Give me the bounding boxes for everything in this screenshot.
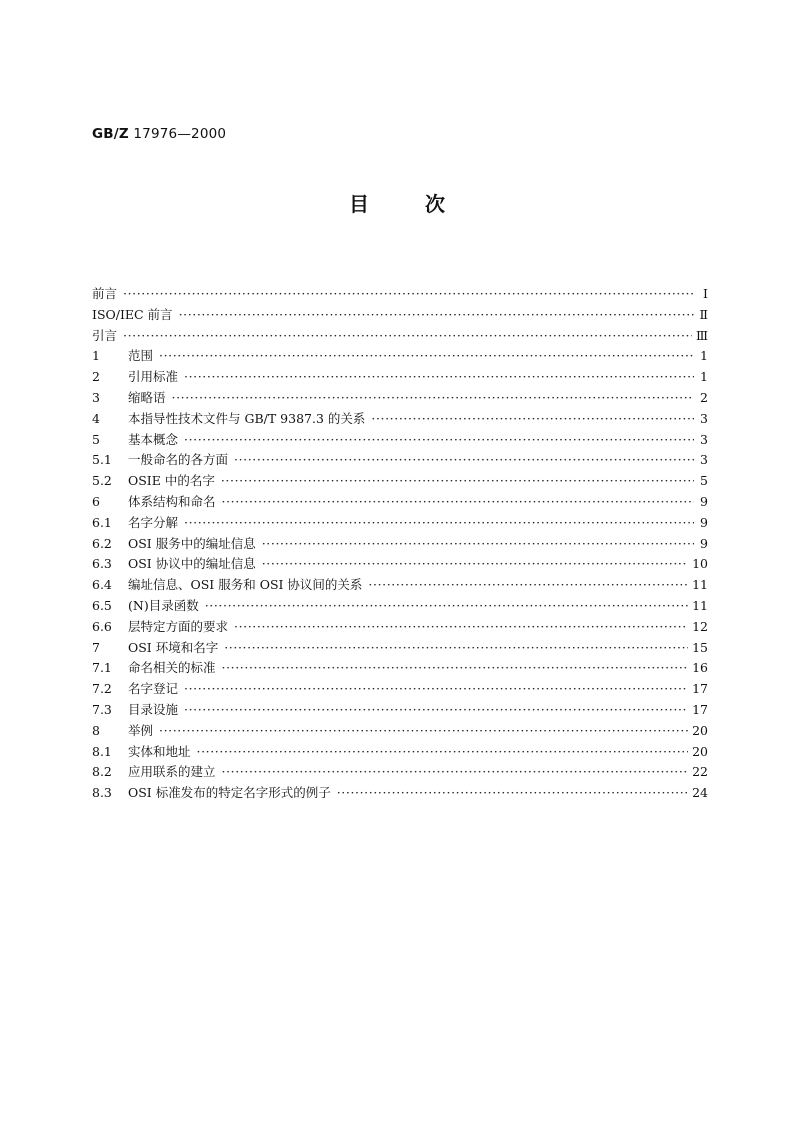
toc-entry-number: 6.4	[92, 577, 112, 593]
toc-leader-dots	[172, 388, 694, 409]
toc-entry[interactable]	[92, 700, 708, 721]
toc-leader-dots	[222, 658, 689, 679]
toc-entry[interactable]	[92, 721, 708, 742]
toc-entry-number: 2	[92, 369, 100, 385]
toc-entry-page: 16	[692, 660, 708, 676]
toc-leader-dots	[222, 762, 689, 783]
toc-entry-page: 1	[700, 369, 708, 385]
toc-entry[interactable]	[92, 596, 708, 617]
toc-entry-page: 3	[700, 410, 708, 426]
toc-entry-label: 举例	[128, 722, 154, 738]
toc-entry-label: 应用联系的建立	[128, 764, 216, 780]
toc-leader-dots	[234, 617, 688, 638]
toc-leader-dots	[234, 450, 694, 471]
toc-leader-dots	[221, 471, 694, 492]
toc-entry-label: OSI 协议中的编址信息	[128, 556, 256, 572]
toc-entry[interactable]	[92, 284, 708, 305]
toc-leader-dots	[179, 305, 694, 326]
toc-leader-dots	[159, 346, 694, 367]
toc-entry-label: 实体和地址	[128, 743, 191, 759]
toc-leader-dots	[371, 409, 694, 430]
toc-entry-label: 名字登记	[128, 681, 179, 697]
toc-entry-page: 17	[692, 701, 708, 717]
toc-entry-page: 5	[700, 473, 708, 489]
toc-entry-number: 3	[92, 389, 100, 405]
toc-entry-label: 引言	[92, 327, 118, 343]
toc-entry[interactable]	[92, 658, 708, 679]
toc-entry-number: 8.1	[92, 743, 112, 759]
toc-entry-page: 3	[700, 431, 708, 447]
toc-entry-page: 11	[692, 577, 708, 593]
toc-entry[interactable]	[92, 638, 708, 659]
toc-entry-number: 6.2	[92, 535, 112, 551]
toc-entry-number: 8	[92, 722, 100, 738]
toc-entry[interactable]	[92, 679, 708, 700]
toc-leader-dots	[184, 679, 688, 700]
toc-entry-number: 7.3	[92, 701, 112, 717]
toc-entry[interactable]	[92, 554, 708, 575]
toc-leader-dots	[184, 700, 688, 721]
toc-leader-dots	[184, 367, 694, 388]
toc-entry[interactable]	[92, 450, 708, 471]
toc-entry-page: 22	[692, 764, 708, 780]
toc-leader-dots	[123, 326, 692, 347]
toc-leader-dots	[222, 492, 694, 513]
toc-entry-number: 5	[92, 431, 100, 447]
toc-leader-dots	[123, 284, 694, 305]
toc-entry[interactable]	[92, 346, 708, 367]
toc-entry-number: 6.6	[92, 618, 112, 634]
toc-entry-page: 9	[700, 493, 708, 509]
toc-entry-number: 5.2	[92, 473, 112, 489]
toc-entry[interactable]	[92, 326, 708, 347]
toc-entry[interactable]	[92, 305, 708, 326]
document-header	[92, 126, 226, 142]
toc-entry[interactable]	[92, 783, 708, 804]
toc-entry-number: 6.1	[92, 514, 112, 530]
toc-entry[interactable]	[92, 409, 708, 430]
toc-leader-dots	[197, 742, 689, 763]
standard-code: GB/Z	[92, 126, 129, 142]
toc-entry-label: OSIE 中的名字	[128, 473, 215, 489]
toc-entry-label: OSI 环境和名字	[128, 639, 219, 655]
toc-entry-page: 11	[692, 597, 708, 613]
toc-entry-label: 命名相关的标准	[128, 660, 216, 676]
toc-entry-label: 编址信息、OSI 服务和 OSI 协议间的关系	[128, 577, 363, 593]
toc-entry-page: 10	[692, 556, 708, 572]
toc-entry-number: 5.1	[92, 452, 112, 468]
toc-entry-label: 体系结构和命名	[128, 493, 216, 509]
toc-entry[interactable]	[92, 742, 708, 763]
toc-entry[interactable]	[92, 367, 708, 388]
toc-leader-dots	[368, 575, 688, 596]
toc-entry-label: ISO/IEC 前言	[92, 306, 173, 322]
toc-entry[interactable]	[92, 492, 708, 513]
toc-leader-dots	[262, 554, 688, 575]
toc-leader-dots	[159, 721, 688, 742]
toc-leader-dots	[224, 638, 688, 659]
toc-entry-number: 8.2	[92, 764, 112, 780]
toc-entry-label: 前言	[92, 286, 118, 301]
toc-leader-dots	[262, 534, 694, 555]
toc-entry-number: 6.3	[92, 556, 112, 572]
toc-entry-page: 15	[692, 639, 708, 655]
page-title: 目次	[349, 192, 501, 216]
toc-entry-label: 名字分解	[128, 514, 179, 530]
toc-entry-page: 1	[700, 348, 708, 364]
toc-entry[interactable]	[92, 617, 708, 638]
toc-entry-number: 6.5	[92, 597, 112, 613]
toc-entry-number: 7.1	[92, 660, 112, 676]
toc-entry-number: 4	[92, 410, 100, 426]
toc-entry-number: 1	[92, 348, 100, 364]
toc-leader-dots	[205, 596, 688, 617]
toc-entry[interactable]	[92, 471, 708, 492]
table-of-contents	[92, 284, 708, 804]
toc-leader-dots	[184, 430, 694, 451]
toc-entry[interactable]	[92, 534, 708, 555]
toc-entry-page: Ⅱ	[699, 306, 708, 322]
toc-entry-page: 9	[700, 535, 708, 551]
toc-entry-label: 层特定方面的要求	[128, 618, 229, 634]
toc-entry-label: 范围	[128, 348, 154, 364]
toc-entry-page: 9	[700, 514, 708, 530]
toc-entry-page: 17	[692, 681, 708, 697]
toc-entry-label: OSI 标准发布的特定名字形式的例子	[128, 785, 331, 801]
toc-entry-number: 6	[92, 493, 100, 509]
toc-leader-dots	[184, 513, 694, 534]
toc-entry-number: 7.2	[92, 681, 112, 697]
toc-entry-label: OSI 服务中的编址信息	[128, 535, 256, 551]
toc-entry[interactable]	[92, 430, 708, 451]
toc-entry-page: 20	[692, 743, 708, 759]
toc-entry-page: 12	[692, 618, 708, 634]
toc-entry[interactable]	[92, 762, 708, 783]
toc-entry-label: 本指导性技术文件与 GB/T 9387.3 的关系	[128, 410, 366, 426]
toc-entry-number: 7	[92, 639, 100, 655]
toc-entry-label: (N)目录函数	[128, 597, 199, 613]
toc-entry[interactable]	[92, 575, 708, 596]
toc-entry-page: Ⅰ	[703, 286, 708, 301]
toc-entry-number: 8.3	[92, 785, 112, 801]
toc-entry-page: 2	[700, 389, 708, 405]
toc-entry[interactable]	[92, 513, 708, 534]
toc-entry-label: 引用标准	[128, 369, 179, 385]
standard-number: 17976—2000	[133, 126, 227, 142]
toc-leader-dots	[337, 783, 688, 804]
toc-entry[interactable]	[92, 388, 708, 409]
toc-entry-page: 24	[692, 785, 708, 801]
toc-entry-page: 20	[692, 722, 708, 738]
toc-entry-page: Ⅲ	[695, 327, 708, 343]
toc-entry-page: 3	[700, 452, 708, 468]
toc-entry-label: 基本概念	[128, 431, 179, 447]
toc-entry-label: 一般命名的各方面	[128, 452, 229, 468]
toc-entry-label: 缩略语	[128, 389, 166, 405]
toc-entry-label: 目录设施	[128, 701, 179, 717]
